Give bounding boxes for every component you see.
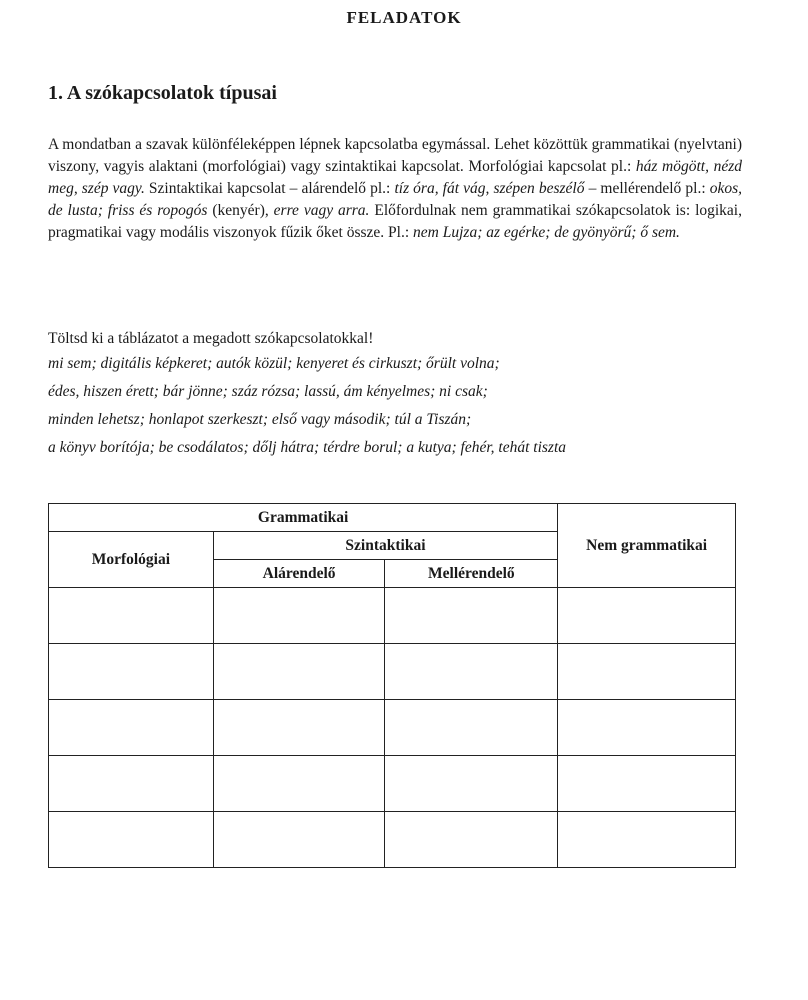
intro-text-run: A mondatban a szavak különféleképpen lépnek kapcsolatba egymással. Lehet közöttük grammatikai (nyelvtani) viszony, vagyis alaktani (morfológiai) vagy szintaktikai kapcsolat. Morfológiai kapcsolat pl.: bbox=[48, 136, 742, 175]
table-row bbox=[49, 588, 736, 644]
header-szintaktikai: Szintaktikai bbox=[213, 532, 558, 560]
table-row bbox=[49, 700, 736, 756]
answer-cell-alarendelo[interactable] bbox=[213, 700, 385, 756]
word-list-line: minden lehetsz; honlapot szerkeszt; első vagy második; túl a Tiszán; bbox=[48, 411, 472, 428]
answer-cell-alarendelo[interactable] bbox=[213, 756, 385, 812]
answer-cell-mellerendelo[interactable] bbox=[385, 644, 558, 700]
intro-text-run: – mellérendelő pl.: bbox=[584, 180, 710, 197]
example-phrase: ház mögött, nézd meg, szép vagy. bbox=[48, 158, 743, 197]
answer-cell-morfologiai[interactable] bbox=[49, 812, 214, 868]
example-phrase: okos, de lusta; friss és ropogós bbox=[48, 180, 743, 219]
classification-table bbox=[48, 503, 736, 868]
section-title: 1. A szókapcsolatok típusai bbox=[48, 82, 277, 104]
header-grammatikai: Grammatikai bbox=[49, 504, 558, 532]
answer-cell-nem-grammatikai[interactable] bbox=[558, 700, 736, 756]
answer-cell-nem-grammatikai[interactable] bbox=[558, 588, 736, 644]
example-phrase: nem Lujza; az egérke; de gyönyörű; ő sem. bbox=[413, 224, 680, 241]
intro-text-run: Szintaktikai kapcsolat – alárendelő pl.: bbox=[144, 180, 395, 197]
answer-cell-alarendelo[interactable] bbox=[213, 644, 385, 700]
intro-text-run: Előfordulnak nem grammatikai szókapcsolatok is: logikai, pragmatikai vagy modális viszonyok fűzik őket össze. Pl.: bbox=[48, 202, 742, 241]
table-body bbox=[49, 588, 736, 868]
example-phrase: tíz óra, fát vág, szépen beszélő bbox=[394, 180, 585, 197]
word-list-line: a könyv borítója; be csodálatos; dőlj hátra; térdre borul; a kutya; fehér, tehát tiszta bbox=[48, 439, 567, 456]
header-mellerendelo: Mellérendelő bbox=[385, 560, 558, 588]
answer-cell-nem-grammatikai[interactable] bbox=[558, 812, 736, 868]
answer-cell-nem-grammatikai[interactable] bbox=[558, 644, 736, 700]
task-instruction: Töltsd ki a táblázatot a megadott szókapcsolatokkal! bbox=[48, 330, 374, 347]
answer-cell-alarendelo[interactable] bbox=[213, 812, 385, 868]
intro-text bbox=[48, 134, 742, 244]
answer-cell-mellerendelo[interactable] bbox=[385, 812, 558, 868]
page-header: FELADATOK bbox=[346, 8, 462, 27]
header-alarendelo: Alárendelő bbox=[213, 560, 385, 588]
answer-cell-morfologiai[interactable] bbox=[49, 756, 214, 812]
answer-cell-morfologiai[interactable] bbox=[49, 700, 214, 756]
answer-cell-mellerendelo[interactable] bbox=[385, 700, 558, 756]
table-row bbox=[49, 644, 736, 700]
table-row bbox=[49, 756, 736, 812]
answer-cell-morfologiai[interactable] bbox=[49, 588, 214, 644]
word-list-line: édes, hiszen érett; bár jönne; száz rózsa; lassú, ám kényelmes; ni csak; bbox=[48, 383, 488, 400]
word-list-line: mi sem; digitális képkeret; autók közül; kenyeret és cirkuszt; őrült volna; bbox=[48, 355, 500, 372]
answer-cell-mellerendelo[interactable] bbox=[385, 756, 558, 812]
intro-text-run: (kenyér), bbox=[207, 202, 274, 219]
header-nem-grammatikai: Nem grammatikai bbox=[558, 504, 736, 588]
answer-cell-mellerendelo[interactable] bbox=[385, 588, 558, 644]
intro-paragraph bbox=[48, 134, 742, 244]
table-row bbox=[49, 812, 736, 868]
answer-cell-alarendelo[interactable] bbox=[213, 588, 385, 644]
example-phrase: erre vagy arra. bbox=[273, 202, 370, 219]
header-morfologiai: Morfológiai bbox=[49, 532, 214, 588]
answer-cell-nem-grammatikai[interactable] bbox=[558, 756, 736, 812]
task-block bbox=[48, 328, 748, 462]
answer-cell-morfologiai[interactable] bbox=[49, 644, 214, 700]
